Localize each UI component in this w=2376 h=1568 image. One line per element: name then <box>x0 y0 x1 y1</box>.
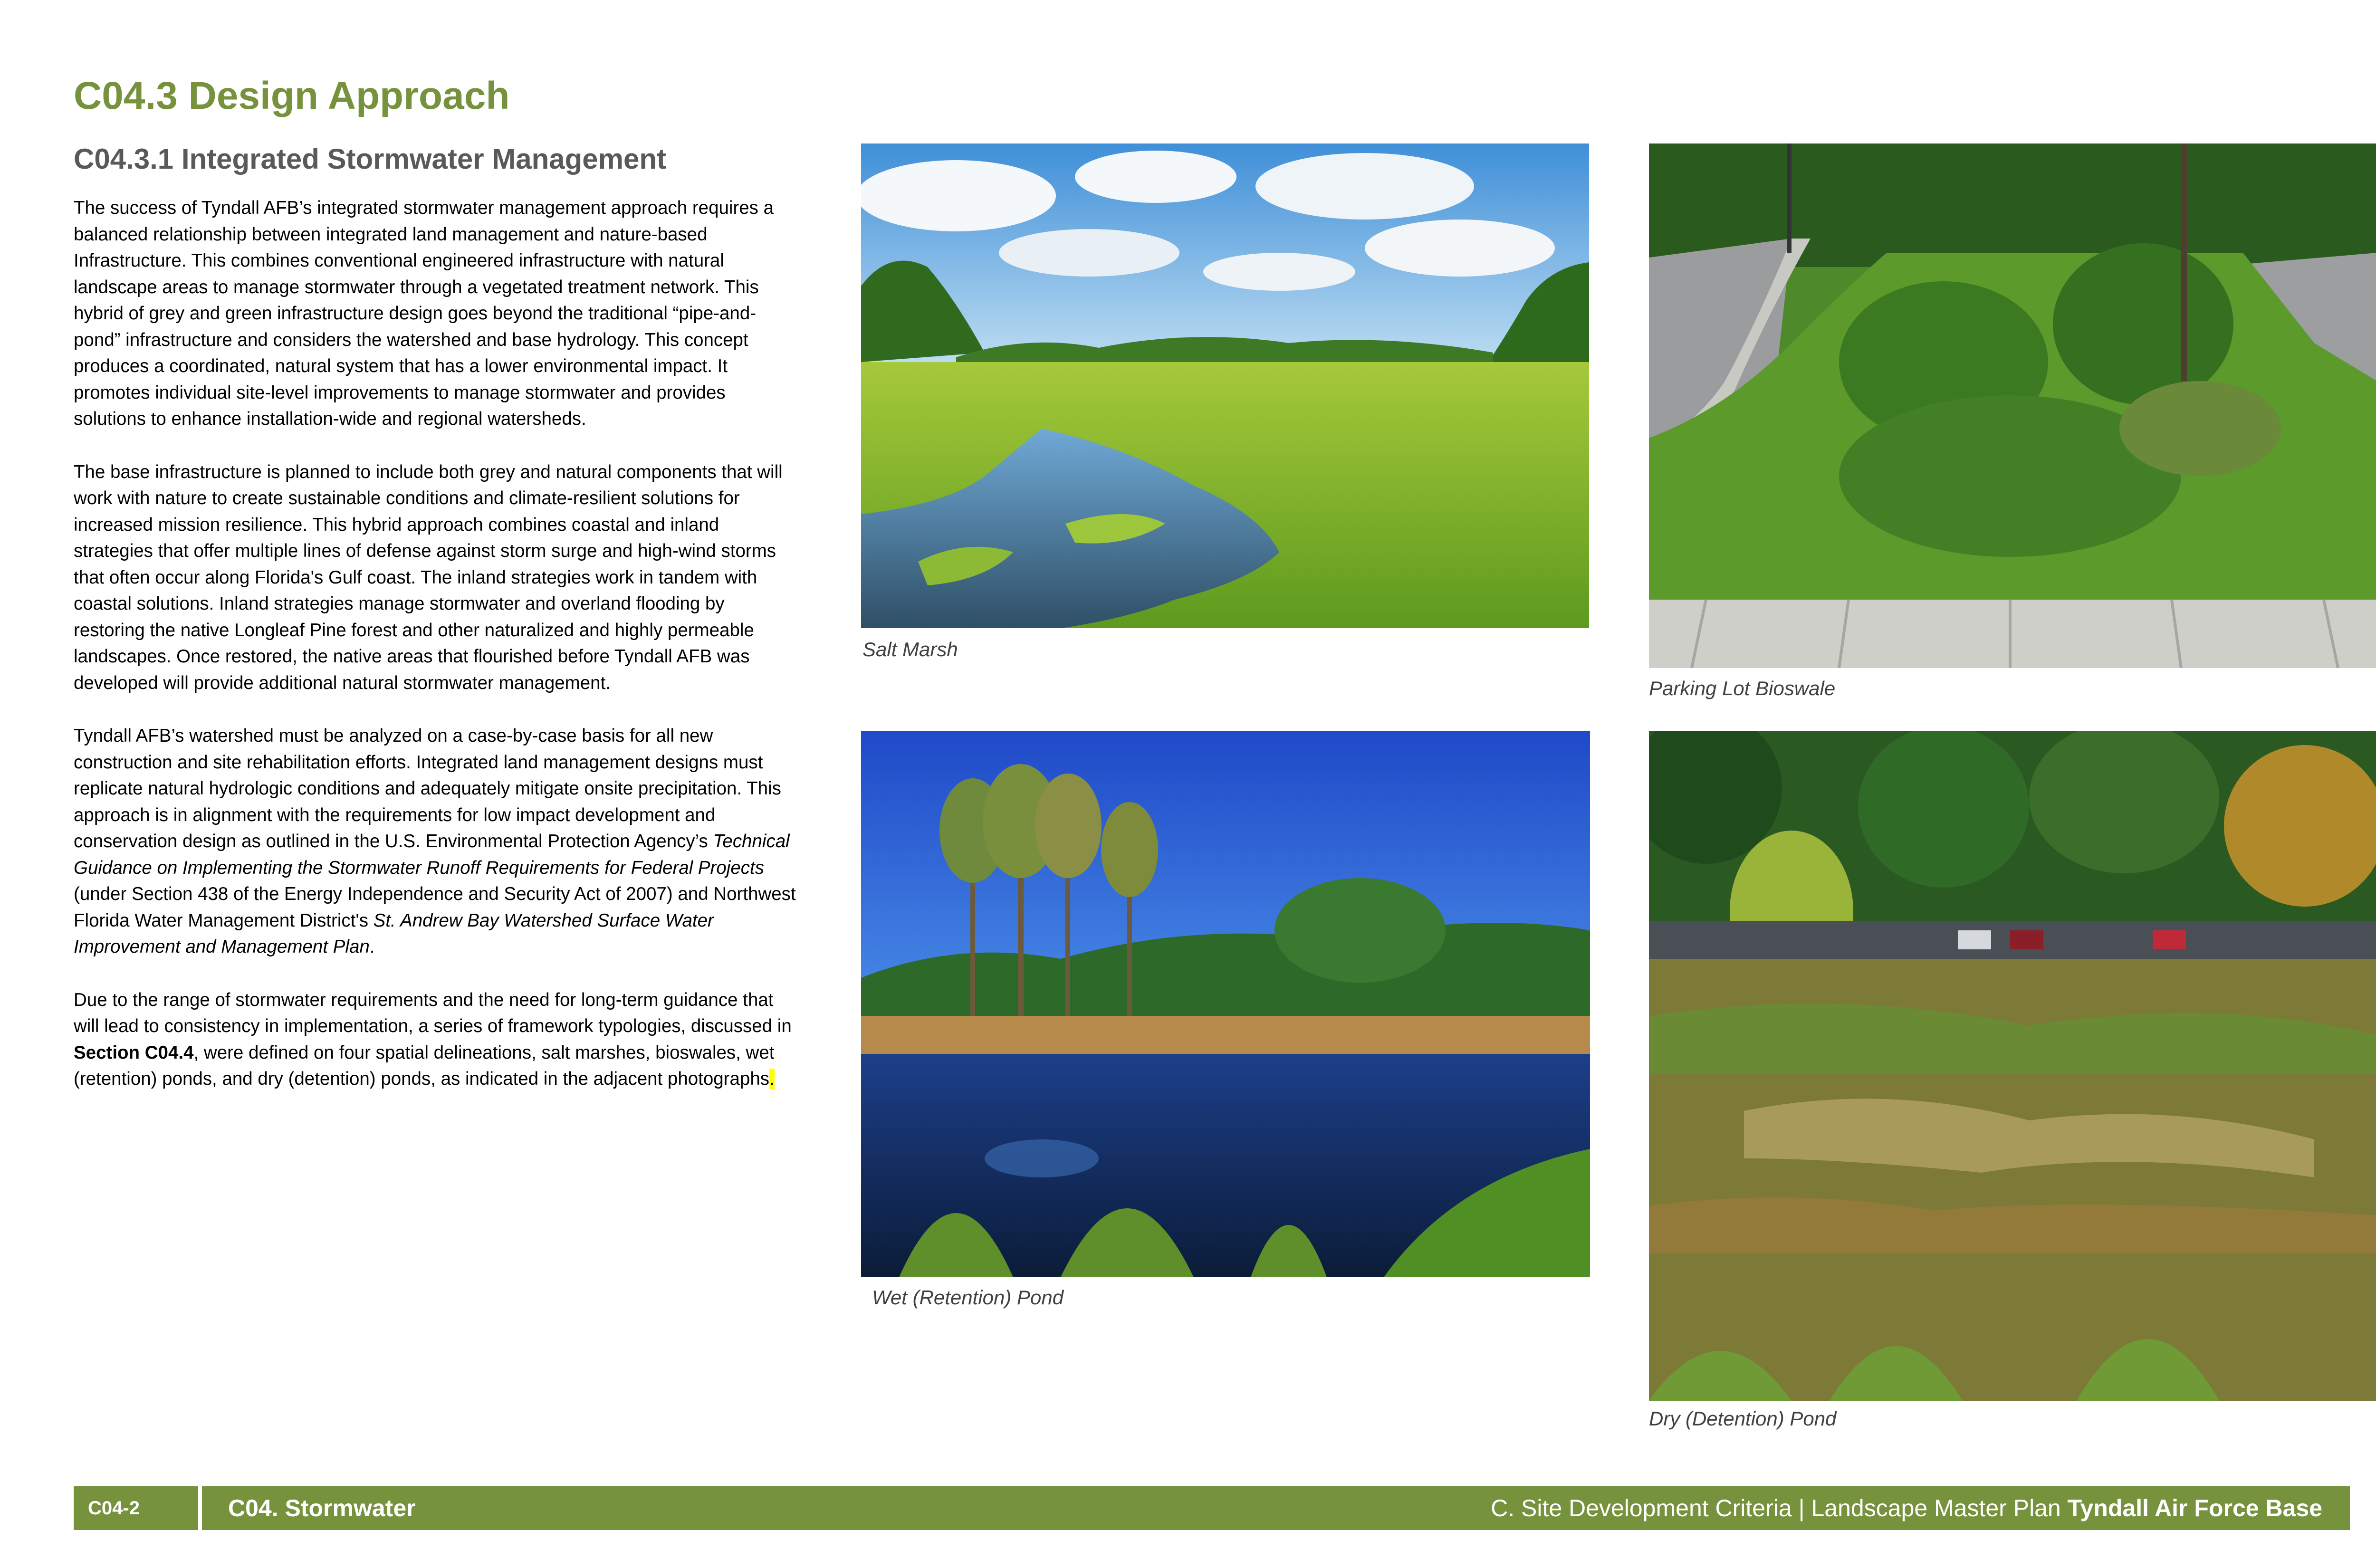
paragraph-3 <box>74 723 796 960</box>
footer-document-title <box>1491 1486 2322 1530</box>
paragraph-2: The base infrastructure is planned to include both grey and natural components that will work with nature to create sustainable conditions and climate-resilient solutions for increased mission resilience. This hybrid approach combines coastal and inland strategies that offer multiple lines of defense against storm surge and high-wind storms that often occur along Florida's Gulf coast. The inland strategies work in tandem with coastal solutions. Inland strategies manage stormwater and overland flooding by restoring the native Longleaf Pine forest and other naturalized and highly permeable landscapes. Once restored, the native areas that flourished before Tyndall AFB was developed will provide additional natural stormwater management. <box>74 461 783 693</box>
section-heading: C04.3.1 Integrated Stormwater Management <box>74 143 667 175</box>
footer-separator: | <box>1798 1495 1805 1521</box>
watershed-plan-title: St. Andrew Bay Watershed Surface Water Improvement and Management Plan <box>74 910 714 957</box>
epa-guidance-title: Technical Guidance on Implementing the Stormwater Runoff Requirements for Federal Projects <box>74 831 790 878</box>
footer-base: Tyndall Air Force Base <box>2067 1495 2322 1521</box>
bioswale-caption: Parking Lot Bioswale <box>1649 677 1836 699</box>
paragraph-1: The success of Tyndall AFB’s integrated stormwater management approach requires a balanced relationship between integrated land management and nature-based Infrastructure. This combines conventional engineered infrastructure with natural landscape areas to manage stormwater through a vegetated treatment network. This hybrid of grey and green infrastructure design goes beyond the traditional “pipe-and-pond” infrastructure and considers the watershed and base hydrology. This concept produces a coordinated, natural system that has a lower environmental impact. It promotes individual site-level improvements to manage stormwater and provides solutions to enhance installation-wide and regional watersheds. <box>74 198 774 429</box>
bioswale-photo <box>1649 143 2376 668</box>
paragraph-4-text-c: , were defined on four spatial delineations, salt marshes, bioswales, wet (retention) ponds, and dry (detention) ponds, as indicated in the adjacent photographs <box>74 1042 775 1089</box>
dry-pond-photo <box>1649 731 2376 1401</box>
highlighted-period: . <box>769 1069 775 1089</box>
section-reference: Section C04.4 <box>74 1042 194 1063</box>
paragraph-4-text-a: Due to the range of stormwater requirements and the need for long-term guidance that will lead to consistency in implementation, a series of framework typologies, discussed in <box>74 989 792 1036</box>
footer-plan: Landscape Master Plan <box>1811 1495 2061 1521</box>
wet-pond-photo <box>861 731 1590 1277</box>
dry-pond-caption: Dry (Detention) Pond <box>1649 1407 1837 1430</box>
paragraph-3-text-e: . <box>369 937 375 957</box>
salt-marsh-caption: Salt Marsh <box>862 638 958 660</box>
salt-marsh-photo <box>861 143 1589 628</box>
page-title: C04.3 Design Approach <box>74 74 510 117</box>
paragraph-4 <box>74 987 796 1092</box>
page-number: C04-2 <box>88 1498 140 1519</box>
paragraph-3-text-c: (under Section 438 of the Energy Independence and Security Act of 2007) and Northwest Florida Water Management District's <box>74 884 796 931</box>
footer-divider <box>198 1486 202 1530</box>
paragraph-3-text-a: Tyndall AFB’s watershed must be analyzed on a case-by-case basis for all new construction and site rehabilitation efforts. Integrated land management designs must replicate natural hydrologic conditions and adequately mitigate onsite precipitation. This approach is in alignment with the requirements for low impact development and conservation design as outlined in the U.S. Environmental Protection Agency’s <box>74 726 781 851</box>
footer-section-title: C04. Stormwater <box>228 1495 416 1521</box>
body-text <box>74 195 796 1119</box>
wet-pond-caption: Wet (Retention) Pond <box>872 1286 1064 1309</box>
footer-criteria: C. Site Development Criteria <box>1491 1495 1792 1521</box>
footer-bar <box>74 1486 2350 1530</box>
